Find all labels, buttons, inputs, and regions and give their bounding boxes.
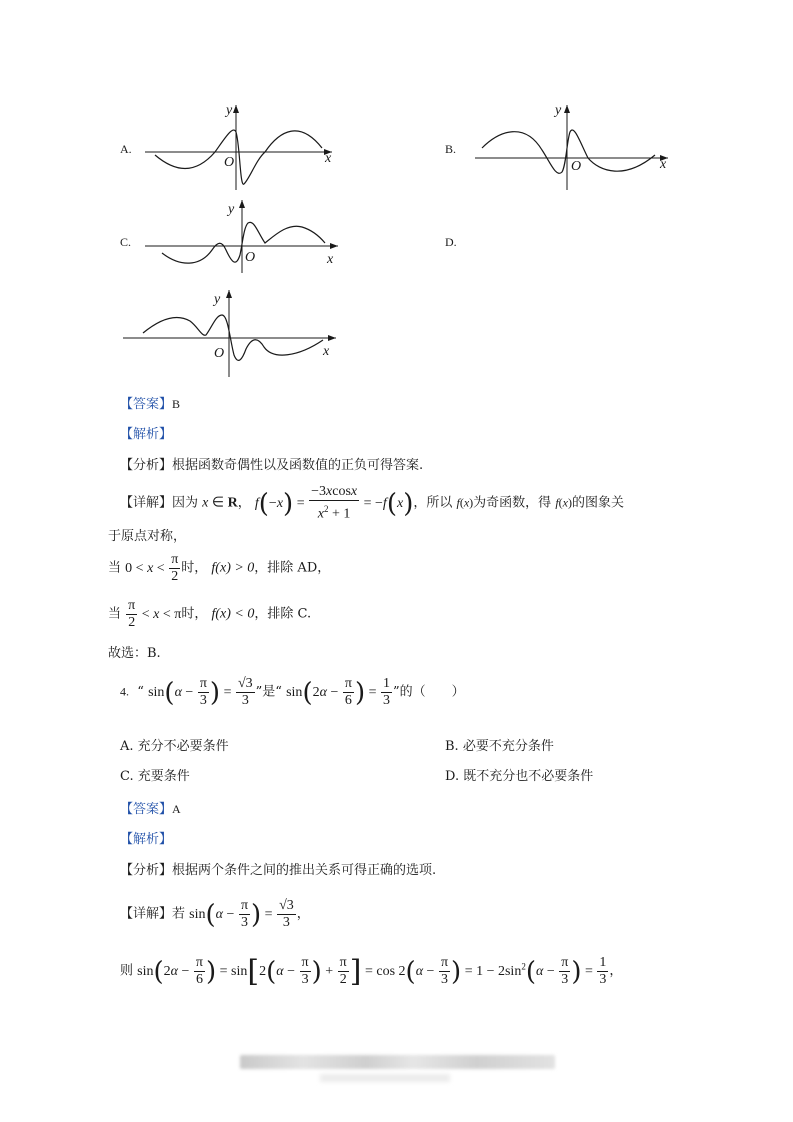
graph-b-x: x [660, 157, 667, 172]
graph-b-y: y [555, 103, 562, 118]
option-d-label: D. [445, 235, 457, 249]
option-c-label: C. [120, 235, 132, 249]
option-a-label: A. [120, 142, 132, 156]
q4-fenxi: 【分析】根据两个条件之间的推出关系可得正确的选项. [120, 863, 437, 878]
graph-c-x: x [327, 252, 334, 267]
graph-b [470, 100, 675, 195]
graph-a [140, 100, 340, 195]
q4-answer: 【答案】A [120, 802, 181, 817]
graph-c-y: y [228, 202, 235, 217]
q3-fenxi: 【分析】根据函数奇偶性以及函数值的正负可得答案. [120, 458, 424, 473]
q3-detail-line2: 于原点对称， [108, 529, 187, 544]
footer-watermark-sub [320, 1074, 450, 1082]
q4-option-a: A. 充分不必要条件 [120, 739, 229, 754]
q3-case1: 当 0 < x < $\frac{\pi}{2}$ 时， f(x) > 0，排除 AD， [108, 552, 331, 584]
q4-option-b: B. 必要不充分条件 [445, 739, 554, 754]
graph-a-o: O [224, 155, 235, 170]
graph-b-o: O [571, 159, 582, 174]
graph-d-y: y [214, 292, 221, 307]
q3-detail-line1: 【详解】因为 x ∈ R， f(−x) = $\frac{-3xcosx}{x^2 + 1}$ = −f(x)，所以 f(x)为奇函数，得 f(x)的图象关 [120, 484, 625, 522]
graph-d-x: x [323, 344, 330, 359]
q4-option-d: D. 既不充分也不必要条件 [445, 769, 594, 784]
q4-analysis-tag: 【解析】 [120, 832, 173, 847]
q4-detail-if: 【详解】若 sin(α − $\frac{\pi}{3}$ ) = $\frac{√3}{3}$ ， [120, 898, 310, 930]
graph-c-o: O [245, 250, 256, 265]
graph-d-o: O [214, 346, 225, 361]
option-b-label: B. [445, 142, 457, 156]
q3-choose: 故选：B. [108, 646, 161, 661]
q4-question: 4. “ sin(α − $\frac{\pi}{3}$ ) = $\frac{√3}{3}$ ”是“ sin(2α − $\frac{\pi}{6}$ ) = $\frac{1}{3}$ ”的（ ） [120, 676, 465, 708]
graph-a-x: x [325, 151, 332, 166]
q3-analysis-tag: 【解析】 [120, 427, 173, 442]
graph-a-y: y [226, 103, 233, 118]
q4-detail-then: 则 sin(2α − $\frac{\pi}{6}$ ) = sin[2(α − $\frac{\pi}{3}$ ) + $\frac{\pi}{2}$ ] = cos 2(α − $\frac{\pi}{3}$ ) = $1 - 2\sin^2(\alpha$ − $\frac{\pi}{3}$ ) = $\frac{1}{3}$ ， [120, 953, 623, 989]
graph-d [118, 285, 343, 380]
q3-case2: 当 $\frac{\pi}{2}$ < x < π时， f(x) < 0，排除 C. [108, 598, 312, 630]
footer-watermark [240, 1055, 555, 1069]
q3-answer: 【答案】B [120, 397, 181, 412]
q4-option-c: C. 充要条件 [120, 769, 190, 784]
graph-c [140, 195, 345, 275]
